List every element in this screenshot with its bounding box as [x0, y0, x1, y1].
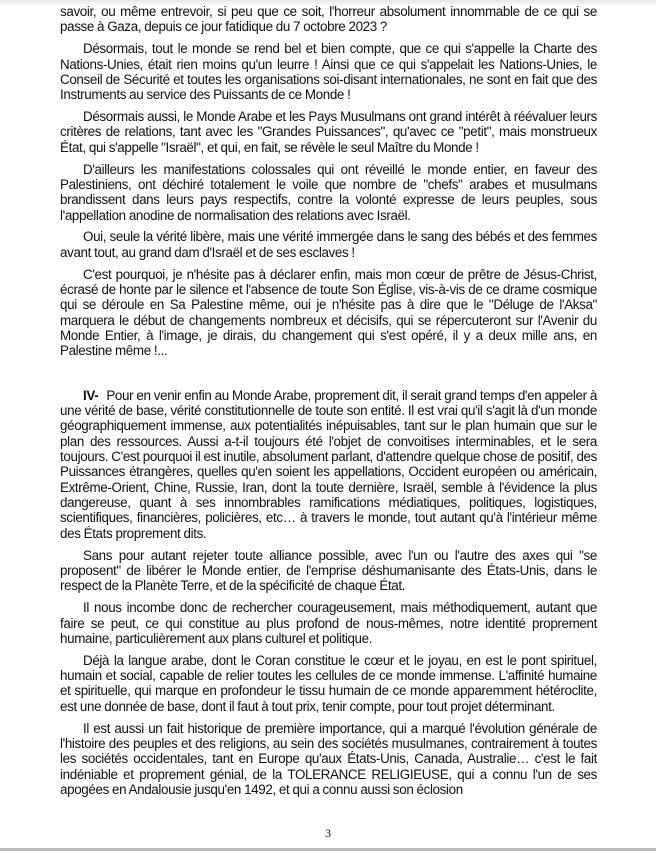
- document-page: [60, 4, 597, 804]
- paragraph-religious-tolerance: Il est aussi un fait historique de première importance, qui a marqué l'évolution générale de l'histoire des peuples et des religions, au sein des sociétés musulmanes, contrairement à toutes les sociétés occidentales, tant en Europe qu'aux États-Unis, Canada, Australie… c'est le fait indéniable et proprement génial, de la TOLERANCE RELIGIEUSE, qui a connu l'un de ses apogées en Andalousie jusqu'en 1492, et qui a connu aussi son éclosion: [60, 720, 597, 797]
- paragraph-truth: Oui, seule la vérité libère, mais une vérité immergée dans le sang des bébés et des femmes avant tout, au grand dam d'Israël et de ses esclaves !: [60, 229, 597, 260]
- paragraph-arabic-language: Déjà la langue arabe, dont le Coran constitue le cœur et le joyau, en est le pont spirituel, humain et social, capable de relier toutes les cellules de ce monde immense. L'affinité humaine et spirituelle, qui marque en profondeur le tissu humain de ce monde apparemment hétéroclite, est une donnée de base, dont il faut à tout prix, tenir compte, pour tout projet déterminant.: [60, 652, 597, 714]
- paragraph-aksa-flood: C'est pourquoi, je n'hésite pas à déclarer enfin, mais mon cœur de prêtre de Jésus-Christ, écrasé de honte par le silence et l'absence de toute Son Église, vis-à-vis de ce drame cosmique qui se déroule en Sa Palestine même, oui je n'hésite pas à dire que le "Déluge de l'Aksa" marquera le début de changements nombreux et décisifs, qui se répercuteront sur l'Avenir du Monde Entier, à l'image, je dirais, du changement qui s'est opéré, il y a deux mille ans, en Palestine même !...: [60, 266, 597, 359]
- paragraph-charter-un: Désormais, tout le monde se rend bel et bien compte, que ce qui s'appelle la Charte des Nations-Unies, était rien moins qu'un leurre ! Ainsi que ce qui s'appelait les Nations-Unies, le Conseil de Sécurité et toutes les organisations soi-disant internationales, ne sont en fait que des Instruments au service des Puissants de ce Monde !: [60, 41, 597, 103]
- paragraph-section-iv: [60, 388, 597, 541]
- paragraph-identity: Il nous incombe donc de rechercher courageusement, mais méthodiquement, autant que faire se peut, ce qui constitue au plus profond de nous-mêmes, notre identité proprement humaine, particulièrement aux plans culturel et politique.: [60, 600, 597, 646]
- paragraph-continuation: savoir, ou même entrevoir, si peu que ce soit, l'horreur absolument innommable de ce qui se passe à Gaza, depuis ce jour fatidique du 7 octobre 2023 ?: [60, 4, 597, 35]
- paragraph-manifestations: D'ailleurs les manifestations colossales qui ont réveillé le monde entier, en faveur des Palestiniens, ont déchiré totalement le voile que nombre de "chefs" arabes et musulmans brandissent dans leurs pays respectifs, contre la volonté expresse de leurs peuples, sous l'appellation anodine de normalisation des relations avec Israël.: [60, 161, 597, 223]
- paragraph-arab-world-reevaluate: Désormais aussi, le Monde Arabe et les Pays Musulmans ont grand intérêt à réévaluer leurs critères de relations, tant avec les "Grandes Puissances", qu'avec ce "petit", mais monstrueux État, qui s'appelle "Israël", et qui, en fait, se révèle le seul Maître du Monde !: [60, 109, 597, 155]
- paragraph-alliance: Sans pour autant rejeter toute alliance possible, avec l'un ou l'autre des axes qui "se proposent" de libérer le Monde entier, de l'emprise déshumanisante des États-Unis, dans le respect de la Planète Terre, et de la spécificité de chaque État.: [60, 547, 597, 594]
- section-iv-text: Pour en venir enfin au Monde Arabe, proprement dit, il serait grand temps d'en appeler à une vérité de base, vérité constitutionnelle de toute son entité. Il est vrai qu'il s'agit là d'un monde géographiquement immense, aux potentialités inépuisables, tant sur le plan humain que sur le plan des ressources. Aussi a-t-il toujours été l'objet de convoitises interminables, et le sera toujours. C'est pourquoi il est inutile, absolument parlant, d'attendre quelque chose de positif, des Puissances étrangères, quelles qu'en soient les appellations, Occident européen ou américain, Extrême-Orient, Chine, Russie, Iran, dont la toute dernière, Israël, semble à l'évidence la plus dangereuse, quant à ses innombrables ramifications médiatiques, politiques, logistiques, scientifiques, financières, policières, etc… à travers le monde, tout autant qu'à l'intérieur même des États proprement dits.: [60, 387, 597, 541]
- section-number: IV-: [83, 387, 99, 403]
- page-number: 3: [325, 826, 331, 840]
